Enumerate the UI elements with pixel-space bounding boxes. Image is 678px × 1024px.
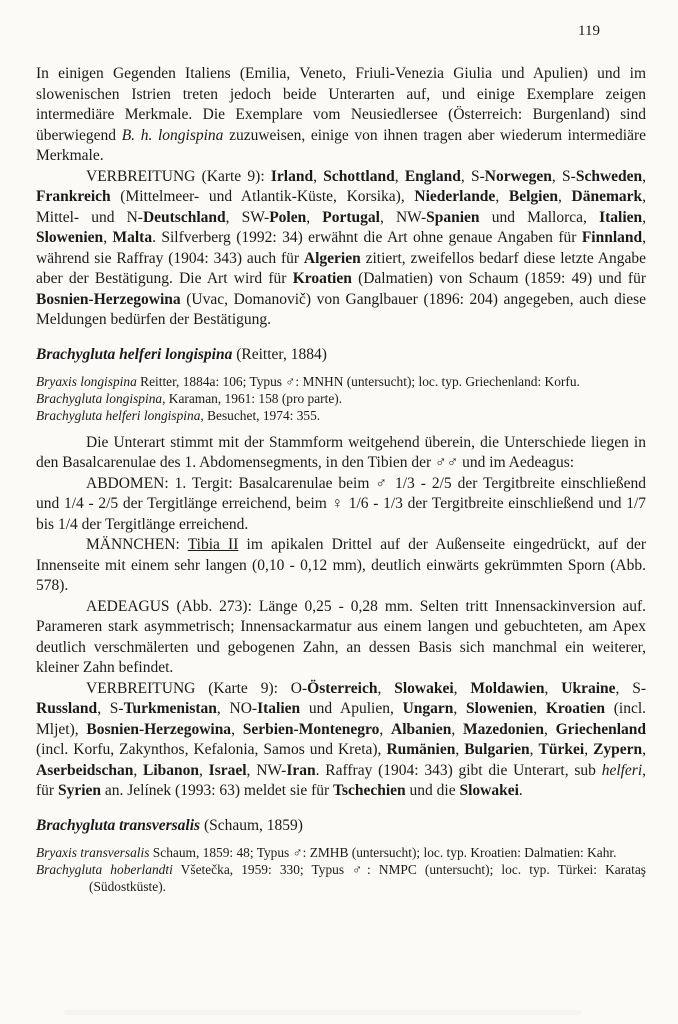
text-segment: , <box>544 679 562 697</box>
text-segment: (incl. Korfu, Zakynthos, Kefalonia, Samos und Kreta), <box>36 741 387 758</box>
text-segment: Rumänien <box>386 741 456 758</box>
text-segment: Russland <box>36 700 98 717</box>
text-segment: (Dalmatien) von Schaum (1859: 49) und für <box>351 270 646 287</box>
text-segment: Kroatien <box>292 270 352 287</box>
text-segment: , <box>453 700 467 717</box>
text-segment: Turkmenistan <box>123 700 217 717</box>
text-segment: . Silfverberg (1992: 34) erwähnt die Art ohne genaue Angaben für <box>152 229 582 246</box>
text-segment: an. Jelínek (1993: 63) meldet sie für <box>101 782 334 799</box>
synonymy-entry-bryaxis-longispina <box>36 373 646 390</box>
text-segment: Bosnien-Herzegowina <box>86 720 232 738</box>
text-segment: , <box>543 720 556 738</box>
text-segment: zuzuweisen, einige von ihnen tragen aber wiederum intermediäre Merkmale. <box>36 126 646 164</box>
text-segment: In einigen Gegenden Italiens (Emilia, Veneto, Friuli-Venezia Giulia und Apulien) und im slowenischen Istrien treten jedoch beide Unterarten auf, und einige Exemplare zeigen intermediäre Merkmale. Die Exemplare vom Neusiedlersee (Österreich: Burgenland) sind überwiegend <box>36 65 646 144</box>
text-segment: , <box>377 679 395 697</box>
text-segment: , <box>231 720 243 738</box>
text-segment: , <box>642 167 647 185</box>
text-segment: Aserbeidschan <box>36 761 134 779</box>
text-segment: . Raffray (1904: 343) gibt die Unterart, sub <box>315 761 602 779</box>
text-segment: AEDEAGUS (Abb. 273): Länge 0,25 - 0,28 mm. Selten tritt Innensackinversion auf. Parameren stark asymmetrisch; Innensackarmatur aus einem langen und gebuchteten, am Apex deutlich verschmälerten und gebogenen Zahn, an dessen Basis sich manchmal ein weiterer, kleiner Zahn befindet. <box>36 597 646 676</box>
text-segment: , <box>455 741 465 758</box>
text-segment: Polen <box>269 208 307 226</box>
text-segment: Albanien <box>391 720 452 738</box>
text-segment: Zypern <box>593 741 643 758</box>
text-segment: , <box>495 188 509 205</box>
text-segment: , SW- <box>225 208 270 226</box>
text-segment: Všetečka, 1959: 330; Typus ♂: NMPC (untersucht); loc. typ. Türkei: Karataş (Südostküste). <box>89 861 647 894</box>
text-segment: (Mittelmeer- und Atlantik-Küste, Korsika), <box>110 188 415 205</box>
text-segment: , <box>199 761 209 779</box>
text-segment: helferi <box>601 761 643 779</box>
text-segment: Deutschland <box>142 208 226 226</box>
text-segment: Frankreich <box>36 188 111 205</box>
text-segment: Griechenland <box>555 720 647 738</box>
text-segment: Serbien-Montenegro <box>242 720 380 738</box>
text-segment: im apikalen Drittel auf der Außenseite eingedrückt, auf der Innenseite mit einem sehr langen (0,10 - 0,12 mm), deutlich einwärts gekrümmten Sporn (Abb. 578). <box>36 536 647 594</box>
text-segment: , S- <box>615 679 647 697</box>
text-segment: Algerien <box>303 249 361 267</box>
text-segment: Niederlande <box>414 188 496 205</box>
text-segment: B. h. longispina <box>121 126 224 144</box>
text-segment: , Mittel- und N- <box>36 188 647 226</box>
text-segment: Tschechien <box>333 782 406 799</box>
text-segment: (Schaum, 1859) <box>200 816 303 834</box>
text-segment: Finnland <box>581 229 643 246</box>
text-segment: Brachygluta longispina <box>36 390 163 406</box>
text-segment: , während sie Raffray (1904: 343) auch für <box>36 229 646 267</box>
text-segment: Bryaxis longispina <box>36 373 137 389</box>
species-heading-brachygluta-helferi-longispina <box>36 344 646 365</box>
text-segment: England <box>404 167 461 185</box>
synonymy-entry-bryaxis-transversalis <box>36 844 646 861</box>
text-segment: Norwegen <box>484 167 552 185</box>
paragraph-maennchen <box>36 535 646 597</box>
text-segment: und Apulien, <box>300 700 403 717</box>
paragraph-unterart <box>36 433 646 474</box>
text-segment: Italien <box>599 208 643 226</box>
text-segment: Ungarn <box>402 700 454 717</box>
page-number: 119 <box>578 23 600 39</box>
scan-smudge-artifact <box>64 1010 582 1015</box>
text-segment: Belgien <box>508 188 558 205</box>
synonymy-entry-brachygluta-longispina <box>36 390 646 407</box>
text-segment: , <box>451 720 463 738</box>
text-segment: Ukraine <box>561 679 616 697</box>
paragraph-aedeagus <box>36 597 646 679</box>
text-segment: Die Unterart stimmt mit der Stammform weitgehend überein, die Unterschiede liegen in den Basalcarenulae des 1. Abdomensegments, in den Tibien der ♂♂ und im Aedeagus: <box>36 433 646 471</box>
text-segment: Slowenien <box>36 229 104 246</box>
text-segment: , S- <box>460 167 485 185</box>
text-segment: Slowakei <box>459 782 519 799</box>
text-segment: Reitter, 1884a: 106; Typus ♂: MNHN (untersucht); loc. typ. Griechenland: Korfu. <box>136 373 580 389</box>
text-segment: Dänemark <box>571 188 643 205</box>
text-segment: Türkei <box>538 741 585 758</box>
text-segment: , für <box>36 761 647 799</box>
text-segment: , Besuchet, 1974: 355. <box>200 407 321 423</box>
paragraph-distribution-helferi <box>36 167 646 331</box>
text-segment: (Uvac, Domanovič) von Ganglbauer (1896: 204) angegeben, auch diese Meldungen bedürfen der Bestätigung. <box>36 290 646 328</box>
text-segment: , NW- <box>379 208 427 226</box>
text-segment: und Mallorca, <box>479 208 600 226</box>
text-segment: Libanon <box>142 761 199 779</box>
text-segment: , <box>306 208 323 226</box>
synonymy-entry-brachygluta-hoberlandti <box>36 861 646 895</box>
synonymy-entry-brachygluta-helferi-longispina <box>36 407 646 424</box>
text-segment: Spanien <box>426 208 480 226</box>
text-segment: ABDOMEN: 1. Tergit: Basalcarenulae beim ♂ 1/3 - 2/5 der Tergitbreite einschließend und 1/4 - 2/5 der Tergitlänge erreichend, beim ♀ 1/6 - 1/3 der Tergitbreite einschließend und 1/7 bis 1/4 der Tergitlänge erreichend. <box>36 474 646 533</box>
text-segment: Kroatien <box>545 700 605 717</box>
paragraph-distribution-longispina <box>36 679 646 802</box>
text-segment: Bosnien-Herzegowina <box>36 290 181 308</box>
text-segment: Portugal <box>322 208 380 226</box>
paragraph-intro <box>36 64 646 167</box>
text-segment: Schweden <box>575 167 643 185</box>
text-segment: (Reitter, 1884) <box>232 345 327 363</box>
text-segment: VERBREITUNG (Karte 9): O- <box>86 679 308 697</box>
text-segment: Schaum, 1859: 48; Typus ♂: ZMHB (untersucht); loc. typ. Kroatien: Dalmatien: Kahr. <box>149 844 617 860</box>
text-segment: , <box>533 700 546 717</box>
text-segment: , S- <box>551 167 576 185</box>
text-segment: Slowenien <box>466 700 534 717</box>
text-segment: Österreich <box>307 679 378 697</box>
text-segment: Bulgarien <box>464 741 530 758</box>
text-segment: Mazedonien <box>463 720 544 738</box>
text-segment: , NO- <box>216 700 258 717</box>
synonymy-list-longispina <box>36 373 646 424</box>
text-segment: Brachygluta helferi longispina <box>36 407 201 423</box>
text-segment: , <box>103 229 113 246</box>
text-segment: , <box>394 167 405 185</box>
text-segment: . <box>518 782 523 799</box>
text-segment: (incl. Mljet), <box>36 700 647 738</box>
text-segment: Italien <box>257 700 301 717</box>
text-segment: , Karaman, 1961: 158 (pro parte). <box>162 390 343 406</box>
text-segment: Irland <box>270 167 314 185</box>
text-segment: , <box>453 679 471 697</box>
text-segment: und die <box>405 782 460 799</box>
text-segment: , NW- <box>246 761 287 779</box>
text-segment: Bryaxis transversalis <box>36 844 150 860</box>
text-segment: , <box>642 741 647 758</box>
text-segment: Tibia II <box>187 536 239 553</box>
text-segment: Slowakei <box>394 679 454 697</box>
text-segment: , <box>557 188 572 205</box>
text-segment: zitiert, zweifellos bedarf diese letzte Angabe aber der Bestätigung. Die Art wird für <box>36 249 646 287</box>
page-content <box>36 41 646 904</box>
text-segment: Israel <box>208 761 247 779</box>
text-segment: Moldawien <box>470 679 545 697</box>
species-heading-brachygluta-transversalis <box>36 815 646 836</box>
text-segment: , S- <box>97 700 124 717</box>
text-segment: Brachygluta hoberlandti <box>36 861 173 877</box>
text-segment: MÄNNCHEN: <box>86 536 188 553</box>
text-segment: Brachygluta helferi longispina <box>36 345 233 363</box>
text-segment: , <box>313 167 324 185</box>
text-segment: VERBREITUNG (Karte 9): <box>86 167 271 185</box>
paragraph-abdomen <box>36 474 646 536</box>
text-segment: , <box>379 720 392 738</box>
text-segment: , <box>584 741 594 758</box>
text-segment: Malta <box>112 229 153 246</box>
text-segment: , <box>642 208 646 226</box>
text-segment: Schottland <box>323 167 395 185</box>
text-segment: Brachygluta transversalis <box>36 816 201 834</box>
text-segment: , <box>133 761 143 779</box>
text-segment: Iran <box>286 761 316 779</box>
text-segment: Syrien <box>57 782 102 799</box>
synonymy-list-transversalis <box>36 844 646 895</box>
text-segment: , <box>529 741 539 758</box>
